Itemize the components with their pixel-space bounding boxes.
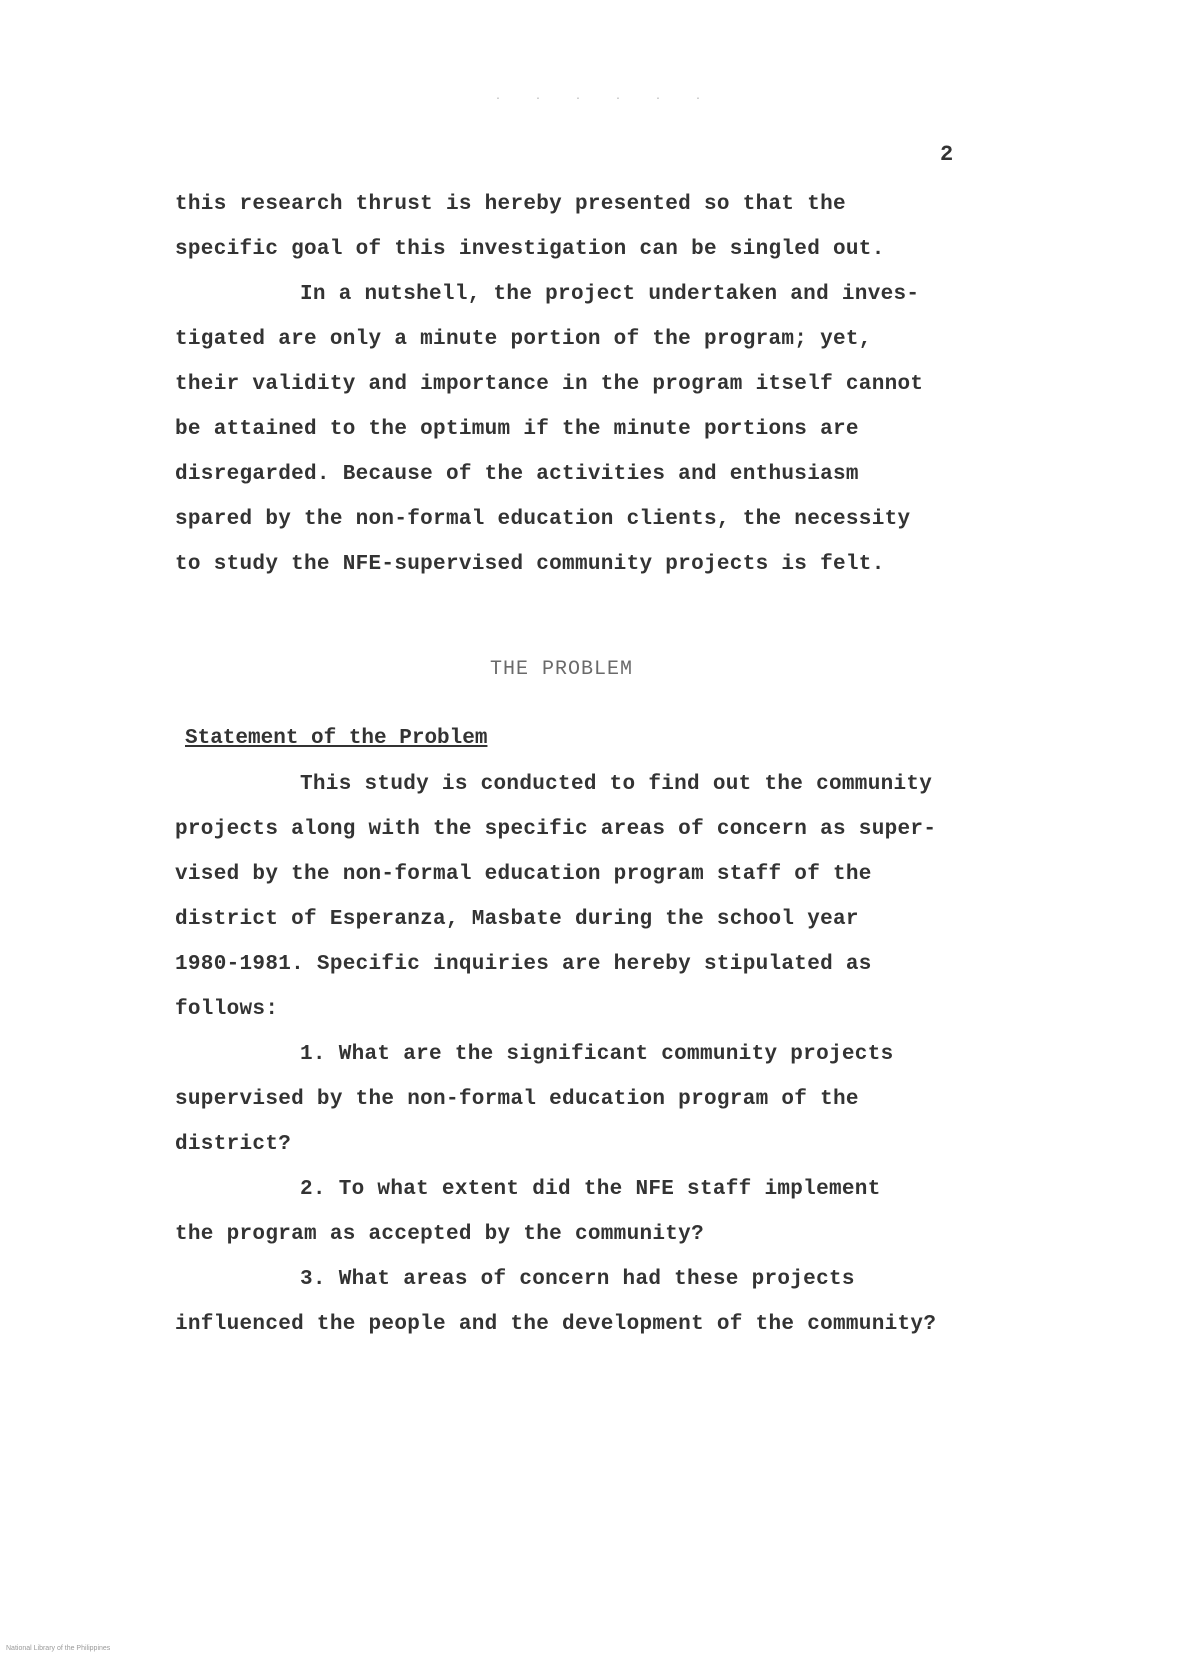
footer-note: National Library of the Philippines xyxy=(6,1645,111,1652)
nutshell-line: their validity and importance in the program itself cannot xyxy=(175,373,924,396)
question-3-line: influenced the people and the development of the community? xyxy=(175,1313,937,1336)
statement-line: follows: xyxy=(175,998,279,1021)
nutshell-line: to study the NFE-supervised community projects is felt. xyxy=(175,553,885,576)
statement-line: district of Esperanza, Masbate during the school year xyxy=(175,908,859,931)
page-number: 2 xyxy=(940,142,954,167)
question-2-line: the program as accepted by the community? xyxy=(175,1223,704,1246)
nutshell-line: be attained to the optimum if the minute portions are xyxy=(175,418,859,441)
question-1-line: 1. What are the significant community projects xyxy=(300,1043,894,1066)
nutshell-line: In a nutshell, the project undertaken and inves- xyxy=(300,283,920,306)
statement-line: 1980-1981. Specific inquiries are hereby stipulated as xyxy=(175,953,872,976)
intro-line: specific goal of this investigation can be singled out. xyxy=(175,238,885,261)
scan-specks: · · · · · · xyxy=(495,94,716,105)
question-3-line: 3. What areas of concern had these projects xyxy=(300,1268,855,1291)
statement-line: This study is conducted to find out the community xyxy=(300,773,933,796)
question-1-line: supervised by the non-formal education program of the xyxy=(175,1088,859,1111)
question-1-line: district? xyxy=(175,1133,292,1156)
statement-line: vised by the non-formal education program staff of the xyxy=(175,863,872,886)
nutshell-line: tigated are only a minute portion of the program; yet, xyxy=(175,328,872,351)
intro-line: this research thrust is hereby presented so that the xyxy=(175,193,846,216)
nutshell-line: disregarded. Because of the activities and enthusiasm xyxy=(175,463,859,486)
statement-line: projects along with the specific areas of concern as super- xyxy=(175,818,937,841)
section-heading: THE PROBLEM xyxy=(490,658,634,681)
question-2-line: 2. To what extent did the NFE staff implement xyxy=(300,1178,881,1201)
nutshell-line: spared by the non-formal education clients, the necessity xyxy=(175,508,911,531)
subheading: Statement of the Problem xyxy=(185,727,488,750)
